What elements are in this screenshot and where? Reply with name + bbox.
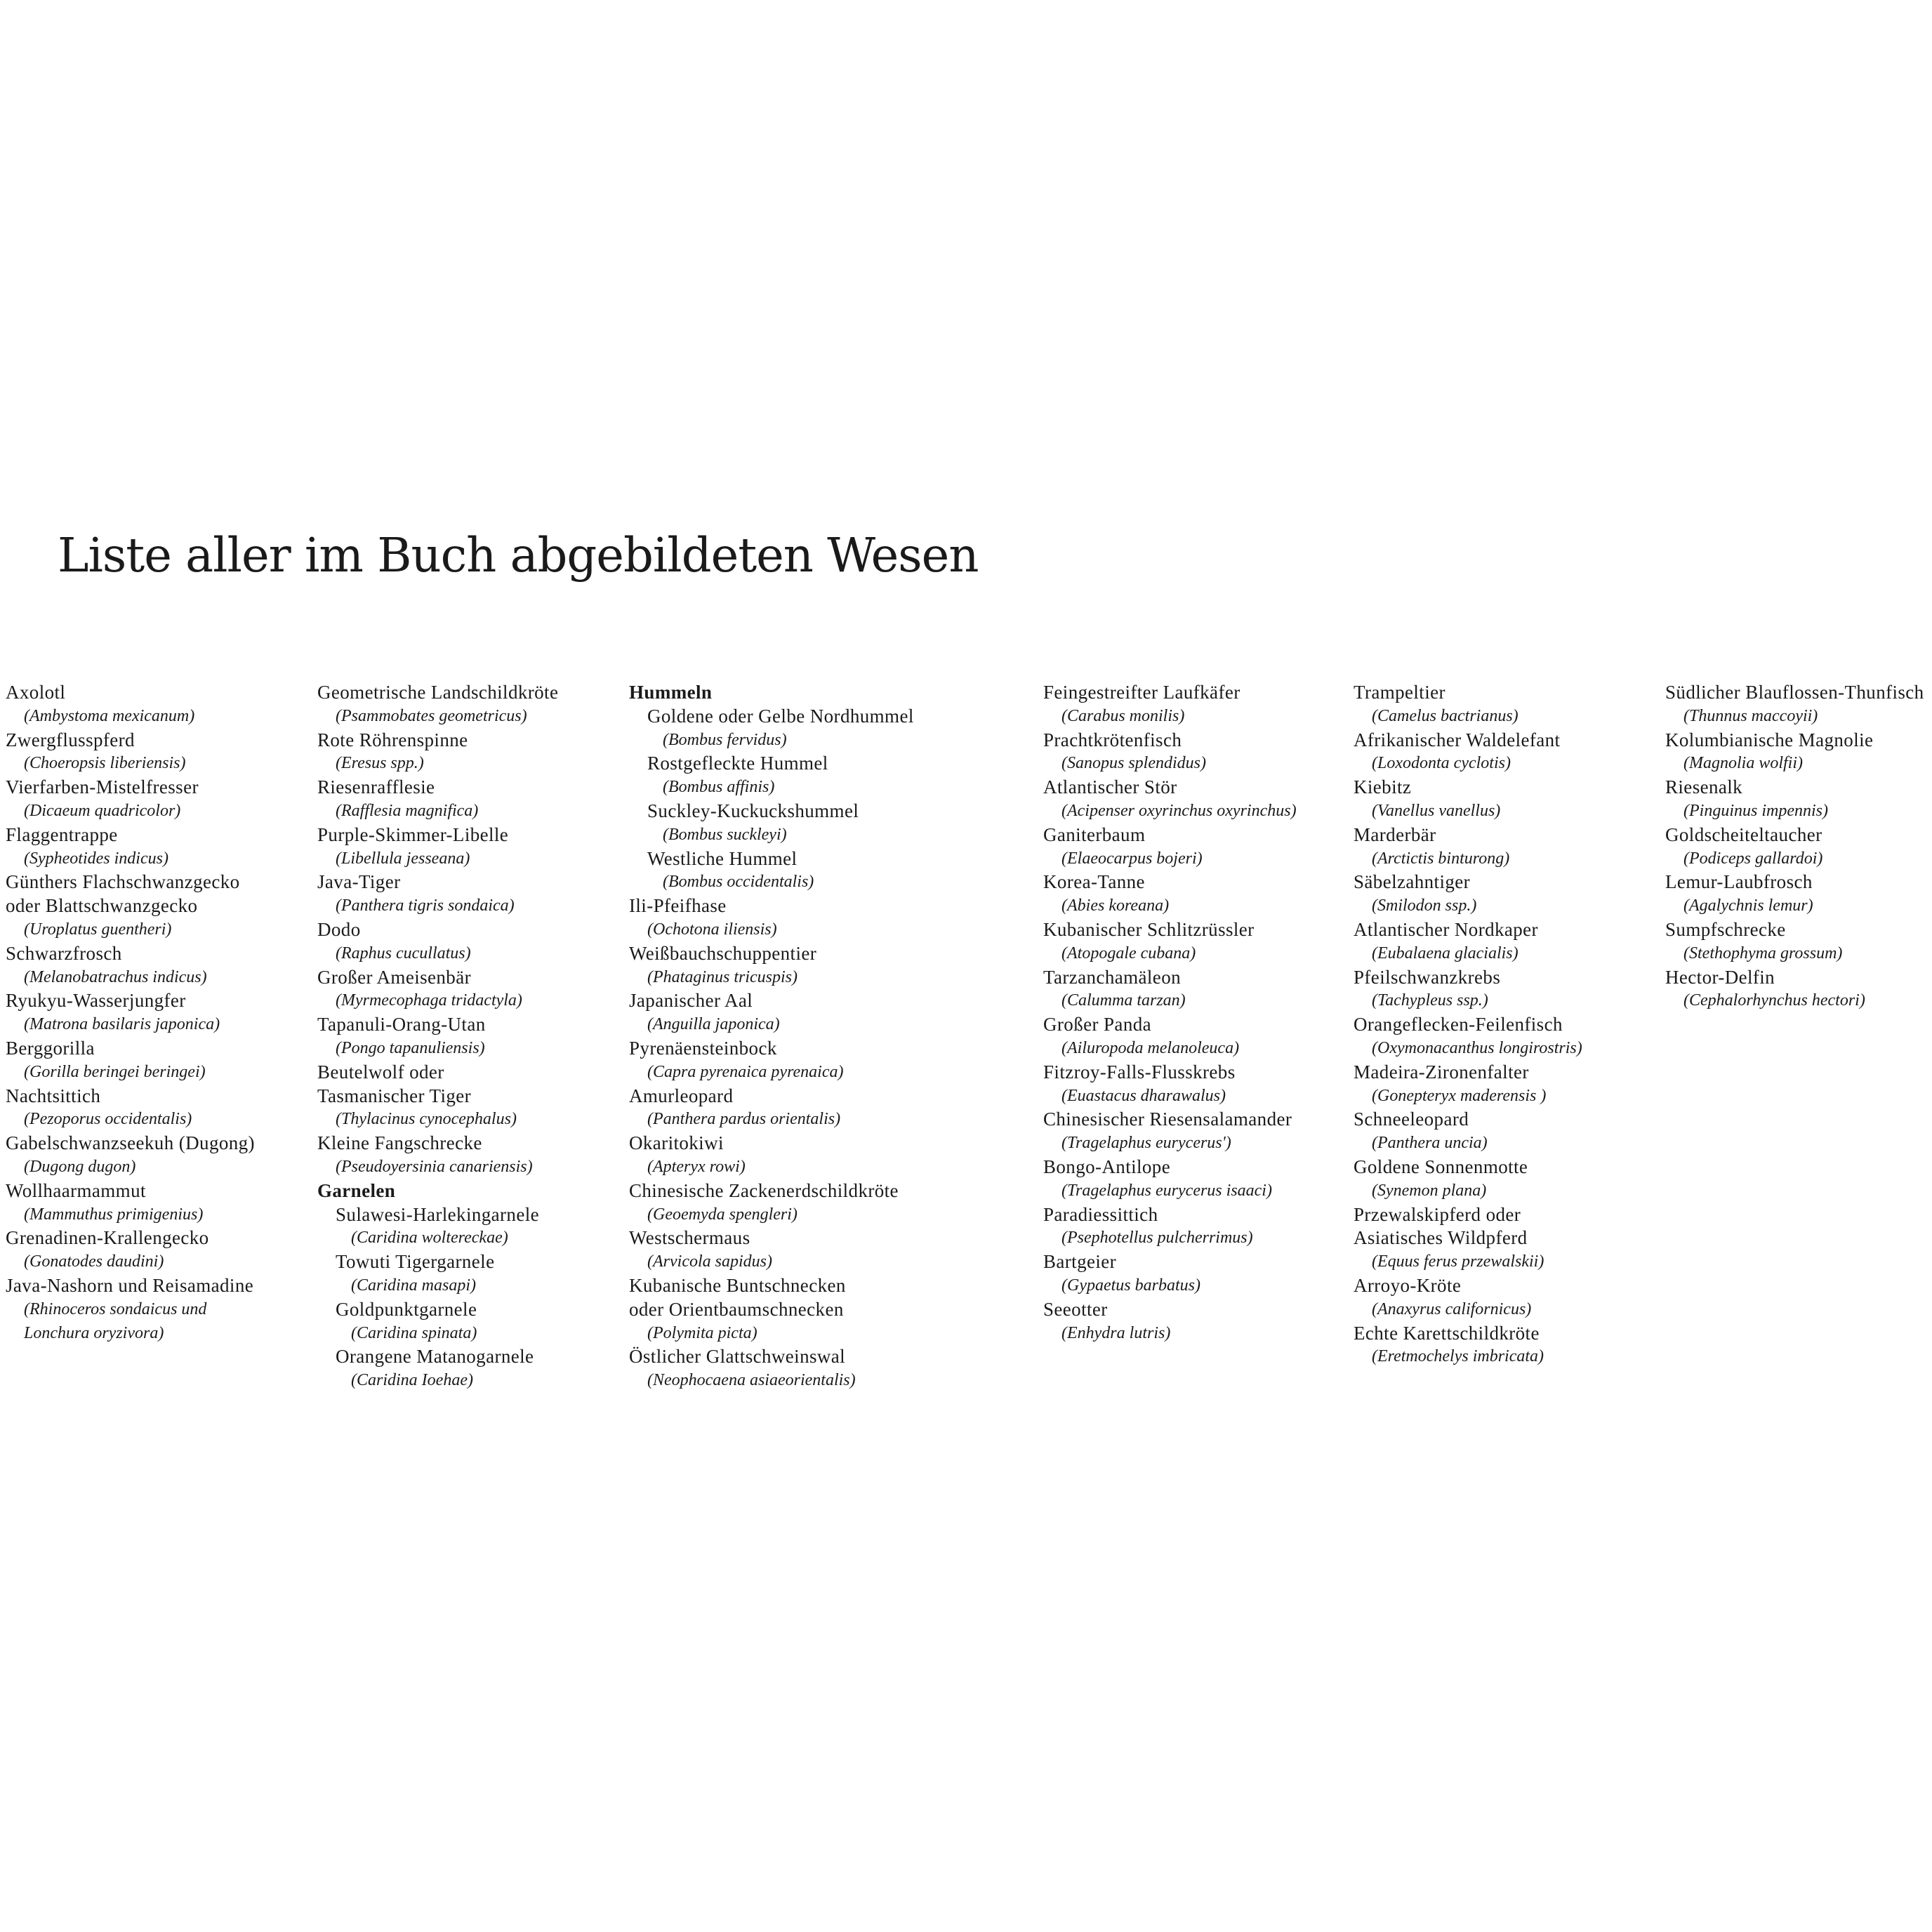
species-scientific-name: (Mammuthus primigenius) bbox=[24, 1205, 204, 1224]
species-common-name: Goldscheiteltaucher bbox=[1665, 823, 1822, 845]
species-scientific-name: (Elaeocarpus bojeri) bbox=[1061, 849, 1203, 868]
species-scientific-name: (Gypaetus barbatus) bbox=[1061, 1276, 1200, 1295]
species-scientific-name: (Panthera pardus orientalis) bbox=[647, 1110, 841, 1129]
species-common-name: Riesenalk bbox=[1665, 776, 1743, 798]
group-heading: Hummeln bbox=[629, 682, 713, 703]
species-common-name: Lemur-Laubfrosch bbox=[1665, 871, 1813, 893]
species-scientific-name: (Podiceps gallardoi) bbox=[1683, 849, 1823, 868]
species-common-name: Goldene Sonnenmotte bbox=[1354, 1156, 1528, 1177]
species-common-name: Ili-Pfeifhase bbox=[629, 895, 727, 917]
species-common-name: Beutelwolf oder bbox=[317, 1061, 444, 1083]
species-common-name: Kleine Fangschrecke bbox=[317, 1132, 482, 1154]
species-scientific-name: (Ailuropoda melanoleuca) bbox=[1061, 1038, 1240, 1057]
species-scientific-name: (Panthera uncia) bbox=[1372, 1134, 1488, 1153]
species-scientific-name: (Synemon plana) bbox=[1372, 1181, 1487, 1200]
species-common-name: Nachtsittich bbox=[6, 1085, 101, 1106]
species-scientific-name: (Psammobates geometricus) bbox=[336, 706, 527, 725]
group-member-scientific-name: (Bombus fervidus) bbox=[663, 730, 787, 749]
species-common-name: Pfeilschwanzkrebs bbox=[1354, 966, 1501, 988]
species-scientific-name: (Sypheotides indicus) bbox=[24, 849, 168, 868]
species-scientific-name: (Acipenser oxyrinchus oxyrinchus) bbox=[1061, 801, 1297, 820]
species-common-name: Japanischer Aal bbox=[629, 990, 753, 1012]
species-scientific-name: (Gorilla beringei beringei) bbox=[24, 1062, 206, 1081]
species-scientific-name: (Abies koreana) bbox=[1061, 896, 1170, 915]
species-scientific-name: (Eretmochelys imbricata) bbox=[1372, 1347, 1544, 1366]
species-scientific-name: (Ambystoma mexicanum) bbox=[24, 706, 195, 725]
species-scientific-name: (Rhinoceros sondaicus und bbox=[24, 1299, 207, 1318]
species-scientific-name: (Eubalaena glacialis) bbox=[1372, 944, 1519, 962]
group-member-name: Goldpunktgarnele bbox=[336, 1298, 477, 1320]
species-column-4 bbox=[1043, 681, 1338, 1345]
species-column-2 bbox=[317, 681, 626, 1393]
species-scientific-name: (Euastacus dharawalus) bbox=[1061, 1086, 1226, 1105]
species-scientific-name: (Vanellus vanellus) bbox=[1372, 801, 1501, 820]
species-common-name: Arroyo-Kröte bbox=[1354, 1274, 1462, 1296]
species-common-name: Kiebitz bbox=[1354, 776, 1412, 798]
species-scientific-name: (Camelus bactrianus) bbox=[1372, 706, 1519, 725]
species-common-name: Java-Nashorn und Reisamadine bbox=[6, 1274, 254, 1296]
species-scientific-name: (Equus ferus przewalskii) bbox=[1372, 1252, 1544, 1271]
species-scientific-name: (Sanopus splendidus) bbox=[1061, 754, 1206, 773]
species-common-name: Wollhaarmammut bbox=[6, 1179, 146, 1201]
species-scientific-name: (Eresus spp.) bbox=[336, 754, 424, 773]
species-scientific-name: (Tragelaphus eurycerus') bbox=[1061, 1134, 1231, 1153]
species-scientific-name: (Raphus cucullatus) bbox=[336, 944, 471, 962]
species-common-name: Riesenrafflesie bbox=[317, 776, 435, 798]
species-common-name: Ryukyu-Wasserjungfer bbox=[6, 990, 186, 1012]
species-common-name: Chinesische Zackenerdschildkröte bbox=[629, 1179, 899, 1201]
species-scientific-name: (Cephalorhynchus hectori) bbox=[1683, 991, 1865, 1010]
species-scientific-name: (Enhydra lutris) bbox=[1061, 1323, 1171, 1342]
group-member-scientific-name: (Bombus occidentalis) bbox=[663, 873, 814, 892]
species-common-name: Grenadinen-Krallengecko bbox=[6, 1227, 209, 1249]
species-common-name: Westschermaus bbox=[629, 1227, 750, 1249]
species-common-name: Okaritokiwi bbox=[629, 1132, 724, 1154]
species-common-name: Paradiessittich bbox=[1043, 1203, 1158, 1225]
species-common-name: Gabelschwanzseekuh (Dugong) bbox=[6, 1132, 255, 1154]
species-column-3 bbox=[629, 681, 1022, 1393]
group-member-scientific-name: (Bombus affinis) bbox=[663, 778, 775, 797]
species-scientific-name: (Pongo tapanuliensis) bbox=[336, 1038, 485, 1057]
species-common-name: Seeotter bbox=[1043, 1298, 1108, 1320]
species-common-name: Hector-Delfin bbox=[1665, 966, 1775, 988]
species-scientific-name: (Calumma tarzan) bbox=[1061, 991, 1186, 1010]
species-common-name: Atlantischer Nordkaper bbox=[1354, 918, 1538, 940]
species-common-name: Flaggentrappe bbox=[6, 823, 118, 845]
species-common-name: oder Blattschwanzgecko bbox=[6, 895, 198, 917]
species-common-name: Zwergflusspferd bbox=[6, 729, 135, 750]
species-common-name: Weißbauchschuppentier bbox=[629, 942, 817, 964]
species-scientific-name: (Tachypleus ssp.) bbox=[1372, 991, 1488, 1010]
species-common-name: Tarzanchamäleon bbox=[1043, 966, 1181, 988]
group-member-scientific-name: (Caridina Ioehae) bbox=[351, 1371, 473, 1390]
species-common-name: Berggorilla bbox=[6, 1037, 95, 1059]
species-scientific-name: (Pezoporus occidentalis) bbox=[24, 1110, 192, 1129]
page-title: Liste aller im Buch abgebildeten Wesen bbox=[58, 528, 979, 583]
species-scientific-name: (Tragelaphus eurycerus isaaci) bbox=[1061, 1181, 1272, 1200]
species-scientific-name: (Loxodonta cyclotis) bbox=[1372, 754, 1511, 773]
group-member-name: Suckley-Kuckuckshummel bbox=[647, 800, 859, 821]
species-scientific-name: (Psephotellus pulcherrimus) bbox=[1061, 1229, 1253, 1248]
species-common-name: Feingestreifter Laufkäfer bbox=[1043, 682, 1240, 703]
species-scientific-name: (Stethophyma grossum) bbox=[1683, 944, 1843, 962]
species-common-name: Madeira-Zironenfalter bbox=[1354, 1061, 1529, 1083]
species-scientific-name: (Oxymonacanthus longirostris) bbox=[1372, 1038, 1582, 1057]
group-member-name: Rostgefleckte Hummel bbox=[647, 753, 828, 774]
species-scientific-name: (Gonatodes daudini) bbox=[24, 1252, 164, 1271]
species-scientific-name: (Matrona basilaris japonica) bbox=[24, 1015, 220, 1034]
species-scientific-name: (Libellula jesseana) bbox=[336, 849, 470, 868]
species-scientific-name: (Uroplatus guentheri) bbox=[24, 920, 172, 939]
species-common-name: Przewalskipferd oder bbox=[1354, 1203, 1521, 1225]
group-member-scientific-name: (Bombus suckleyi) bbox=[663, 825, 787, 844]
species-common-name: Vierfarben-Mistelfresser bbox=[6, 776, 199, 798]
species-common-name: Afrikanischer Waldelefant bbox=[1354, 729, 1561, 750]
species-common-name: Großer Panda bbox=[1043, 1014, 1151, 1036]
species-common-name: Geometrische Landschildkröte bbox=[317, 682, 559, 703]
species-common-name: Großer Ameisenbär bbox=[317, 966, 471, 988]
group-member-name: Orangene Matanogarnele bbox=[336, 1346, 534, 1368]
species-common-name: Fitzroy-Falls-Flusskrebs bbox=[1043, 1061, 1236, 1083]
species-common-name: Korea-Tanne bbox=[1043, 871, 1145, 893]
species-common-name: Axolotl bbox=[6, 682, 66, 703]
species-common-name: Günthers Flachschwanzgecko bbox=[6, 871, 240, 893]
species-scientific-name: (Dicaeum quadricolor) bbox=[24, 801, 181, 820]
species-common-name: Tasmanischer Tiger bbox=[317, 1085, 472, 1106]
species-common-name: Echte Karettschildkröte bbox=[1354, 1322, 1540, 1344]
species-common-name: Atlantischer Stör bbox=[1043, 776, 1177, 798]
species-scientific-name: (Anaxyrus californicus) bbox=[1372, 1299, 1532, 1318]
species-common-name: Ganiterbaum bbox=[1043, 823, 1146, 845]
species-scientific-name: (Magnolia wolfii) bbox=[1683, 754, 1803, 773]
species-common-name: Säbelzahntiger bbox=[1354, 871, 1471, 893]
species-common-name: Bongo-Antilope bbox=[1043, 1156, 1171, 1177]
species-column-5 bbox=[1354, 681, 1648, 1369]
species-common-name: Orangeflecken-Feilenfisch bbox=[1354, 1014, 1563, 1036]
species-scientific-name: (Thunnus maccoyii) bbox=[1683, 706, 1818, 725]
group-member-scientific-name: (Caridina woltereckae) bbox=[351, 1229, 508, 1248]
species-common-name: Java-Tiger bbox=[317, 871, 401, 893]
species-common-name: oder Orientbaumschnecken bbox=[629, 1298, 844, 1320]
species-scientific-name: (Atopogale cubana) bbox=[1061, 944, 1196, 962]
group-member-name: Westliche Hummel bbox=[647, 847, 798, 869]
species-common-name: Prachtkrötenfisch bbox=[1043, 729, 1182, 750]
species-common-name: Sumpfschrecke bbox=[1665, 918, 1786, 940]
species-common-name: Kubanischer Schlitzrüssler bbox=[1043, 918, 1255, 940]
species-scientific-name: (Panthera tigris sondaica) bbox=[336, 896, 515, 915]
group-member-scientific-name: (Caridina spinata) bbox=[351, 1323, 477, 1342]
species-scientific-name: (Geoemyda spengleri) bbox=[647, 1205, 798, 1224]
species-column-6 bbox=[1665, 681, 1932, 1013]
species-common-name: Kolumbianische Magnolie bbox=[1665, 729, 1874, 750]
species-scientific-name: (Agalychnis lemur) bbox=[1683, 896, 1813, 915]
species-scientific-name: (Myrmecophaga tridactyla) bbox=[336, 991, 522, 1010]
species-scientific-name: (Phataginus tricuspis) bbox=[647, 967, 798, 986]
species-scientific-name: (Apteryx rowi) bbox=[647, 1157, 746, 1176]
species-common-name: Bartgeier bbox=[1043, 1251, 1117, 1273]
species-scientific-name: Lonchura oryzivora) bbox=[24, 1323, 164, 1342]
group-member-name: Sulawesi-Harlekingarnele bbox=[336, 1203, 539, 1225]
species-scientific-name: (Choeropsis liberiensis) bbox=[24, 754, 186, 773]
species-common-name: Trampeltier bbox=[1354, 682, 1445, 703]
species-common-name: Kubanische Buntschnecken bbox=[629, 1274, 846, 1296]
group-heading: Garnelen bbox=[317, 1179, 396, 1201]
species-common-name: Amurleopard bbox=[629, 1085, 734, 1106]
species-scientific-name: (Arvicola sapidus) bbox=[647, 1252, 772, 1271]
species-common-name: Dodo bbox=[317, 918, 361, 940]
species-common-name: Marderbär bbox=[1354, 823, 1436, 845]
species-scientific-name: (Thylacinus cynocephalus) bbox=[336, 1110, 517, 1129]
species-scientific-name: (Capra pyrenaica pyrenaica) bbox=[647, 1062, 844, 1081]
species-common-name: Schneeleopard bbox=[1354, 1109, 1469, 1130]
species-scientific-name: (Carabus monilis) bbox=[1061, 706, 1185, 725]
species-scientific-name: (Gonepteryx maderensis ) bbox=[1372, 1086, 1547, 1105]
group-member-name: Towuti Tigergarnele bbox=[336, 1251, 495, 1273]
species-scientific-name: (Melanobatrachus indicus) bbox=[24, 967, 207, 986]
species-column-1 bbox=[6, 681, 300, 1345]
species-scientific-name: (Polymita picta) bbox=[647, 1323, 757, 1342]
species-common-name: Östlicher Glattschweinswal bbox=[629, 1346, 846, 1368]
species-scientific-name: (Smilodon ssp.) bbox=[1372, 896, 1477, 915]
species-scientific-name: (Anguilla japonica) bbox=[647, 1015, 780, 1034]
species-common-name: Schwarzfrosch bbox=[6, 942, 122, 964]
species-common-name: Chinesischer Riesensalamander bbox=[1043, 1109, 1292, 1130]
species-scientific-name: (Arctictis binturong) bbox=[1372, 849, 1510, 868]
species-common-name: Tapanuli-Orang-Utan bbox=[317, 1014, 486, 1036]
group-member-name: Goldene oder Gelbe Nordhummel bbox=[647, 705, 914, 727]
species-common-name: Südlicher Blauflossen-Thunfisch bbox=[1665, 682, 1924, 703]
species-common-name: Purple-Skimmer-Libelle bbox=[317, 823, 509, 845]
species-common-name: Pyrenäensteinbock bbox=[629, 1037, 777, 1059]
species-common-name: Asiatisches Wildpferd bbox=[1354, 1227, 1528, 1249]
species-scientific-name: (Pseudoyersinia canariensis) bbox=[336, 1157, 533, 1176]
species-scientific-name: (Neophocaena asiaeorientalis) bbox=[647, 1371, 856, 1390]
species-scientific-name: (Ochotona iliensis) bbox=[647, 920, 777, 939]
species-scientific-name: (Pinguinus impennis) bbox=[1683, 801, 1828, 820]
group-member-scientific-name: (Caridina masapi) bbox=[351, 1276, 477, 1295]
species-scientific-name: (Dugong dugon) bbox=[24, 1157, 136, 1176]
species-scientific-name: (Rafflesia magnifica) bbox=[336, 801, 479, 820]
species-common-name: Rote Röhrenspinne bbox=[317, 729, 468, 750]
